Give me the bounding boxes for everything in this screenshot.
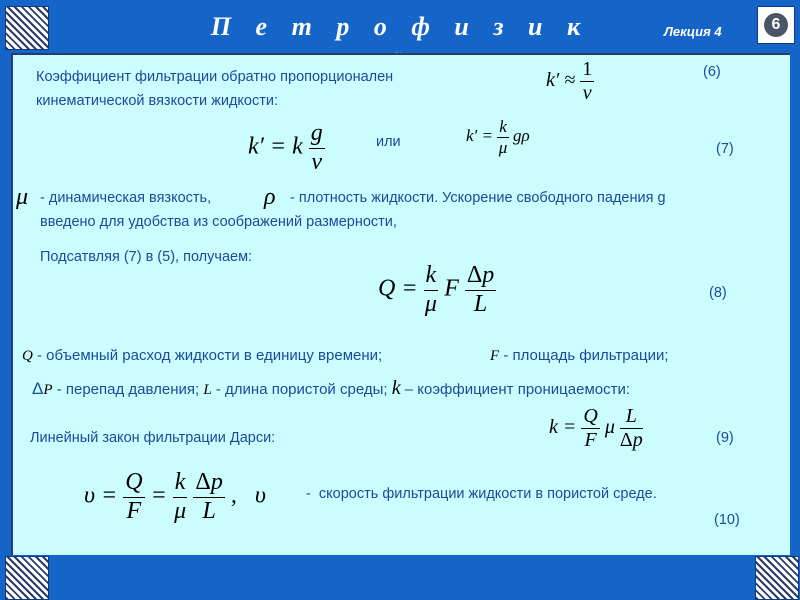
text-line: - динамическая вязкость, (40, 190, 212, 206)
text-line: - скорость фильтрации жидкости в пористой среде. (306, 486, 657, 502)
slide-title: П е т р о ф и з и к (210, 12, 590, 41)
ornament-icon (5, 6, 49, 50)
rho-symbol: ρ (264, 184, 276, 210)
header-bar (0, 0, 800, 54)
formula-8: Q = $\frac{k}{\mu}$ F $\frac{\Delta p}{L}$ (378, 262, 495, 317)
formula-7b: k′ = $\frac{k}{\mu}$ gρ (466, 117, 530, 157)
slide-number-badge (757, 6, 795, 44)
equation-label: (10) (714, 512, 740, 528)
text-line: кинематической вязкости жидкости: (36, 93, 279, 109)
mu-symbol: μ (16, 184, 29, 210)
slide-number: 6 (764, 13, 788, 37)
text-line: Коэффициент фильтрации обратно пропорционален (36, 69, 394, 85)
equation-label: (8) (709, 285, 727, 301)
formula-7a: k′ = k $\frac{g}{\nu}$ (248, 120, 323, 175)
text-line: Подсатвляя (7) в (5), получаем: (40, 249, 253, 265)
footer-bar (0, 556, 800, 600)
text-line: - плотность жидкости. Ускорение свободного падения g (290, 190, 666, 206)
ornament-icon (755, 556, 799, 600)
or-label: или (376, 134, 401, 150)
definition-q: Q - объемный расход жидкости в единицу времени; (22, 347, 383, 364)
formula-9: k = $\frac{Q}{F}$ μ $\frac{L}{\Delta p}$ (549, 405, 643, 451)
text-line: введено для удобства из соображений размерности, (40, 214, 397, 230)
equation-label: (7) (716, 141, 734, 157)
definition-dp: ΔP - перепад давления; L - длина пористой среды; k – коэффициент проницаемости: (32, 377, 631, 399)
equation-label: (6) (703, 64, 721, 80)
formula-10: υ = $\frac{Q}{F}$ = $\frac{k}{\mu}$ $\frac{\Delta p}{L}$ , υ (84, 469, 266, 524)
text-line: Линейный закон фильтрации Дарси: (30, 430, 276, 446)
lecture-label: Лекция 4 (664, 24, 722, 39)
definition-f: F - площадь фильтрации; (490, 347, 669, 364)
equation-label: (9) (716, 430, 734, 446)
ornament-icon (5, 556, 49, 600)
formula-6: k′ ≈ $\frac{1}{\nu}$ (546, 58, 593, 104)
